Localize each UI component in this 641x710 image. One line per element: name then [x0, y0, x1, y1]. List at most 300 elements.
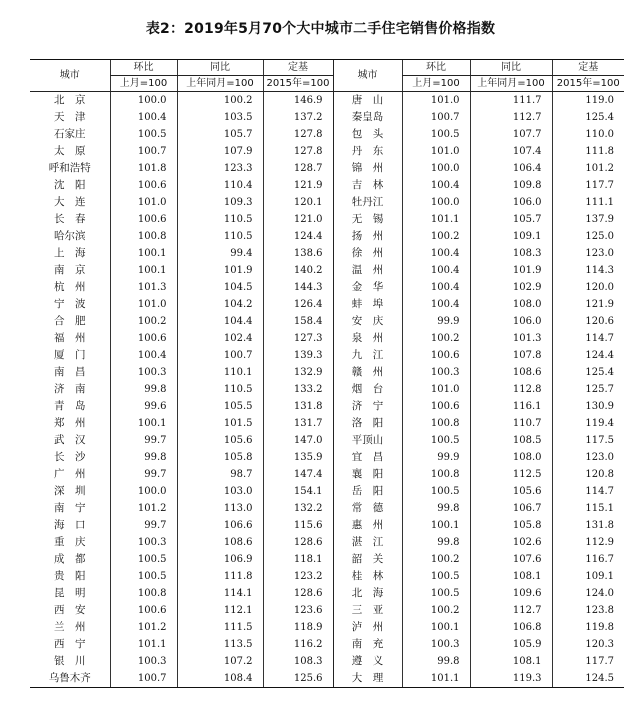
yoy-cell: 107.4 — [470, 143, 552, 160]
city-name-cell: 三 亚 — [333, 602, 402, 619]
city-name-cell: 广 州 — [54, 468, 86, 480]
yoy-cell: 105.7 — [177, 126, 263, 143]
city-name-cell: 大 连 — [54, 196, 86, 208]
city-name-cell: 泸 州 — [333, 619, 402, 636]
header-base-sub-left: 2015年=100 — [263, 76, 333, 92]
mom-cell: 100.5 — [402, 126, 470, 143]
mom-cell: 100.0 — [110, 483, 177, 500]
yoy-cell: 106.7 — [470, 500, 552, 517]
mom-cell: 100.2 — [402, 602, 470, 619]
yoy-cell: 109.8 — [470, 177, 552, 194]
city-name-cell: 蚌 埠 — [333, 296, 402, 313]
base-cell: 112.9 — [552, 534, 624, 551]
yoy-cell: 112.7 — [470, 109, 552, 126]
city-name-cell: 海 口 — [54, 519, 86, 531]
base-cell: 139.3 — [263, 347, 333, 364]
yoy-cell: 109.1 — [470, 228, 552, 245]
table-row — [30, 670, 624, 688]
table-row — [30, 160, 624, 177]
city-name-cell: 济 宁 — [333, 398, 402, 415]
yoy-cell: 110.4 — [177, 177, 263, 194]
city-name-cell: 赣 州 — [333, 364, 402, 381]
base-cell: 132.2 — [263, 500, 333, 517]
header-mom-right: 环比 — [402, 60, 470, 76]
yoy-cell: 105.9 — [470, 636, 552, 653]
base-cell: 131.8 — [263, 398, 333, 415]
city-name-cell: 青 岛 — [54, 400, 86, 412]
yoy-cell: 105.8 — [470, 517, 552, 534]
base-cell: 118.1 — [263, 551, 333, 568]
city-name-cell: 兰 州 — [54, 621, 86, 633]
mom-cell: 100.5 — [402, 585, 470, 602]
city-name-cell: 北 京 — [54, 94, 86, 106]
base-cell: 110.0 — [552, 126, 624, 143]
mom-cell: 99.7 — [110, 432, 177, 449]
yoy-cell: 101.5 — [177, 415, 263, 432]
city-name-cell: 重 庆 — [54, 536, 86, 548]
yoy-cell: 101.9 — [177, 262, 263, 279]
table-row — [30, 194, 624, 211]
mom-cell: 100.6 — [402, 347, 470, 364]
city-name-cell: 锦 州 — [333, 160, 402, 177]
city-name-cell: 武 汉 — [54, 434, 86, 446]
yoy-cell: 105.5 — [177, 398, 263, 415]
yoy-cell: 106.6 — [177, 517, 263, 534]
base-cell: 120.3 — [552, 636, 624, 653]
header-base-sub-right: 2015年=100 — [552, 76, 624, 92]
base-cell: 131.7 — [263, 415, 333, 432]
base-cell: 125.7 — [552, 381, 624, 398]
city-name-cell: 南 昌 — [54, 366, 86, 378]
mom-cell: 100.5 — [402, 432, 470, 449]
yoy-cell: 104.2 — [177, 296, 263, 313]
city-name-cell: 宜 昌 — [333, 449, 402, 466]
mom-cell: 100.8 — [110, 228, 177, 245]
mom-cell: 100.6 — [110, 211, 177, 228]
yoy-cell: 98.7 — [177, 466, 263, 483]
base-cell: 138.6 — [263, 245, 333, 262]
table-row — [30, 432, 624, 449]
city-name-cell: 韶 关 — [333, 551, 402, 568]
base-cell: 114.7 — [552, 330, 624, 347]
base-cell: 133.2 — [263, 381, 333, 398]
city-name-cell: 石家庄 — [54, 128, 86, 140]
base-cell: 124.5 — [552, 670, 624, 688]
base-cell: 147.4 — [263, 466, 333, 483]
table-row — [30, 398, 624, 415]
table-row — [30, 143, 624, 160]
mom-cell: 100.1 — [402, 619, 470, 636]
mom-cell: 99.7 — [110, 517, 177, 534]
city-name-cell: 无 锡 — [333, 211, 402, 228]
table-row — [30, 109, 624, 126]
city-name-cell: 长 沙 — [54, 451, 86, 463]
base-cell: 128.7 — [263, 160, 333, 177]
mom-cell: 101.1 — [402, 670, 470, 688]
base-cell: 128.6 — [263, 585, 333, 602]
yoy-cell: 112.1 — [177, 602, 263, 619]
yoy-cell: 99.4 — [177, 245, 263, 262]
base-cell: 116.2 — [263, 636, 333, 653]
base-cell: 140.2 — [263, 262, 333, 279]
yoy-cell: 100.7 — [177, 347, 263, 364]
mom-cell: 100.4 — [402, 177, 470, 194]
mom-cell: 100.0 — [402, 160, 470, 177]
base-cell: 137.2 — [263, 109, 333, 126]
table-row — [30, 602, 624, 619]
header-yoy-sub-left: 上年同月=100 — [177, 76, 263, 92]
yoy-cell: 110.5 — [177, 228, 263, 245]
yoy-cell: 110.5 — [177, 381, 263, 398]
base-cell: 117.5 — [552, 432, 624, 449]
city-name-cell: 厦 门 — [54, 349, 86, 361]
yoy-cell: 108.6 — [470, 364, 552, 381]
table-row — [30, 534, 624, 551]
mom-cell: 101.2 — [110, 500, 177, 517]
table-row — [30, 449, 624, 466]
yoy-cell: 102.4 — [177, 330, 263, 347]
mom-cell: 100.3 — [110, 364, 177, 381]
yoy-cell: 105.6 — [177, 432, 263, 449]
mom-cell: 100.4 — [402, 262, 470, 279]
base-cell: 120.1 — [263, 194, 333, 211]
base-cell: 123.8 — [552, 602, 624, 619]
yoy-cell: 105.6 — [470, 483, 552, 500]
header-city-right: 城市 — [333, 60, 402, 92]
city-name-cell: 泉 州 — [333, 330, 402, 347]
yoy-cell: 105.8 — [177, 449, 263, 466]
mom-cell: 99.7 — [110, 466, 177, 483]
city-name-cell: 牡丹江 — [333, 194, 402, 211]
mom-cell: 100.7 — [110, 143, 177, 160]
mom-cell: 100.7 — [110, 670, 177, 688]
yoy-cell: 108.0 — [470, 296, 552, 313]
mom-cell: 100.8 — [110, 585, 177, 602]
city-name-cell: 深 圳 — [54, 485, 86, 497]
base-cell: 116.7 — [552, 551, 624, 568]
table-row — [30, 415, 624, 432]
table-row — [30, 585, 624, 602]
table-row — [30, 568, 624, 585]
mom-cell: 100.1 — [110, 262, 177, 279]
yoy-cell: 101.3 — [470, 330, 552, 347]
city-name-cell: 常 德 — [333, 500, 402, 517]
yoy-cell: 112.5 — [470, 466, 552, 483]
mom-cell: 99.8 — [402, 534, 470, 551]
city-name-cell: 贵 阳 — [54, 570, 86, 582]
table-header — [30, 60, 624, 92]
yoy-cell: 113.5 — [177, 636, 263, 653]
base-cell: 158.4 — [263, 313, 333, 330]
base-cell: 124.0 — [552, 585, 624, 602]
mom-cell: 100.5 — [402, 568, 470, 585]
table-row — [30, 466, 624, 483]
header-yoy-sub-right: 上年同月=100 — [470, 76, 552, 92]
base-cell: 124.4 — [552, 347, 624, 364]
yoy-cell: 116.1 — [470, 398, 552, 415]
mom-cell: 99.8 — [402, 653, 470, 670]
city-name-cell: 襄 阳 — [333, 466, 402, 483]
yoy-cell: 100.2 — [177, 92, 263, 110]
city-name-cell: 洛 阳 — [333, 415, 402, 432]
base-cell: 101.2 — [552, 160, 624, 177]
table-body — [30, 92, 624, 688]
yoy-cell: 104.4 — [177, 313, 263, 330]
city-name-cell: 哈尔滨 — [54, 230, 86, 242]
mom-cell: 100.2 — [402, 551, 470, 568]
yoy-cell: 107.2 — [177, 653, 263, 670]
yoy-cell: 103.0 — [177, 483, 263, 500]
mom-cell: 99.8 — [110, 381, 177, 398]
mom-cell: 100.1 — [110, 415, 177, 432]
yoy-cell: 110.1 — [177, 364, 263, 381]
mom-cell: 100.4 — [402, 279, 470, 296]
city-name-cell: 合 肥 — [54, 315, 86, 327]
table-row — [30, 296, 624, 313]
yoy-cell: 108.1 — [470, 653, 552, 670]
yoy-cell: 119.3 — [470, 670, 552, 688]
base-cell: 154.1 — [263, 483, 333, 500]
yoy-cell: 109.6 — [470, 585, 552, 602]
table-row — [30, 245, 624, 262]
city-name-cell: 平顶山 — [333, 432, 402, 449]
yoy-cell: 108.6 — [177, 534, 263, 551]
mom-cell: 99.9 — [402, 449, 470, 466]
yoy-cell: 108.3 — [470, 245, 552, 262]
city-name-cell: 济 南 — [54, 383, 86, 395]
mom-cell: 100.3 — [110, 653, 177, 670]
table-row — [30, 313, 624, 330]
yoy-cell: 108.4 — [177, 670, 263, 688]
mom-cell: 100.6 — [402, 398, 470, 415]
header-mom-left: 环比 — [110, 60, 177, 76]
header-city-left: 城市 — [30, 60, 110, 92]
mom-cell: 99.9 — [402, 313, 470, 330]
city-name-cell: 九 江 — [333, 347, 402, 364]
mom-cell: 101.0 — [402, 143, 470, 160]
city-name-cell: 西 宁 — [54, 638, 86, 650]
mom-cell: 101.1 — [402, 211, 470, 228]
base-cell: 127.8 — [263, 126, 333, 143]
city-name-cell: 唐 山 — [333, 92, 402, 110]
base-cell: 114.7 — [552, 483, 624, 500]
yoy-cell: 110.7 — [470, 415, 552, 432]
city-name-cell: 南 京 — [54, 264, 86, 276]
base-cell: 119.0 — [552, 92, 624, 110]
mom-cell: 101.0 — [402, 92, 470, 110]
yoy-cell: 107.6 — [470, 551, 552, 568]
city-name-cell: 安 庆 — [333, 313, 402, 330]
city-name-cell: 西 安 — [54, 604, 86, 616]
table-row — [30, 636, 624, 653]
mom-cell: 100.8 — [402, 466, 470, 483]
yoy-cell: 106.4 — [470, 160, 552, 177]
mom-cell: 100.0 — [110, 92, 177, 110]
city-name-cell: 大 理 — [333, 670, 402, 688]
city-name-cell: 沈 阳 — [54, 179, 86, 191]
base-cell: 128.6 — [263, 534, 333, 551]
table-row — [30, 500, 624, 517]
base-cell: 121.9 — [263, 177, 333, 194]
mom-cell: 101.0 — [110, 194, 177, 211]
base-cell: 127.3 — [263, 330, 333, 347]
base-cell: 117.7 — [552, 653, 624, 670]
mom-cell: 100.8 — [402, 415, 470, 432]
base-cell: 118.9 — [263, 619, 333, 636]
table-row — [30, 126, 624, 143]
table-row — [30, 517, 624, 534]
base-cell: 109.1 — [552, 568, 624, 585]
yoy-cell: 111.7 — [470, 92, 552, 110]
table-row — [30, 347, 624, 364]
mom-cell: 101.0 — [110, 296, 177, 313]
base-cell: 120.6 — [552, 313, 624, 330]
mom-cell: 100.5 — [110, 568, 177, 585]
city-name-cell: 岳 阳 — [333, 483, 402, 500]
base-cell: 144.3 — [263, 279, 333, 296]
base-cell: 146.9 — [263, 92, 333, 110]
table-row — [30, 551, 624, 568]
base-cell: 126.4 — [263, 296, 333, 313]
table-row — [30, 177, 624, 194]
yoy-cell: 108.5 — [470, 432, 552, 449]
mom-cell: 100.3 — [402, 364, 470, 381]
base-cell: 117.7 — [552, 177, 624, 194]
yoy-cell: 107.8 — [470, 347, 552, 364]
table-row — [30, 619, 624, 636]
table-row — [30, 364, 624, 381]
price-index-table — [30, 59, 624, 688]
yoy-cell: 111.5 — [177, 619, 263, 636]
table-row — [30, 262, 624, 279]
header-yoy-left: 同比 — [177, 60, 263, 76]
yoy-cell: 112.7 — [470, 602, 552, 619]
yoy-cell: 106.0 — [470, 313, 552, 330]
base-cell: 115.1 — [552, 500, 624, 517]
mom-cell: 100.1 — [402, 517, 470, 534]
header-mom-sub-right: 上月=100 — [402, 76, 470, 92]
base-cell: 125.4 — [552, 364, 624, 381]
mom-cell: 100.6 — [110, 330, 177, 347]
table-row — [30, 211, 624, 228]
base-cell: 127.8 — [263, 143, 333, 160]
base-cell: 123.6 — [263, 602, 333, 619]
base-cell: 111.8 — [552, 143, 624, 160]
mom-cell: 100.4 — [110, 347, 177, 364]
yoy-cell: 108.0 — [470, 449, 552, 466]
base-cell: 123.2 — [263, 568, 333, 585]
city-name-cell: 湛 江 — [333, 534, 402, 551]
yoy-cell: 101.9 — [470, 262, 552, 279]
header-base-right: 定基 — [552, 60, 624, 76]
city-name-cell: 桂 林 — [333, 568, 402, 585]
table-row — [30, 228, 624, 245]
base-cell: 124.4 — [263, 228, 333, 245]
mom-cell: 100.3 — [402, 636, 470, 653]
city-name-cell: 呼和浩特 — [48, 162, 91, 174]
yoy-cell: 108.1 — [470, 568, 552, 585]
base-cell: 123.0 — [552, 449, 624, 466]
city-name-cell: 郑 州 — [54, 417, 86, 429]
base-cell: 108.3 — [263, 653, 333, 670]
mom-cell: 99.8 — [402, 500, 470, 517]
page-title: 表2：2019年5月70个大中城市二手住宅销售价格指数 — [145, 21, 496, 37]
city-name-cell: 杭 州 — [54, 281, 86, 293]
header-mom-sub-left: 上月=100 — [110, 76, 177, 92]
city-name-cell: 秦皇岛 — [333, 109, 402, 126]
mom-cell: 101.1 — [110, 636, 177, 653]
mom-cell: 99.6 — [110, 398, 177, 415]
yoy-cell: 107.7 — [470, 126, 552, 143]
mom-cell: 100.1 — [110, 245, 177, 262]
base-cell: 131.8 — [552, 517, 624, 534]
yoy-cell: 123.3 — [177, 160, 263, 177]
yoy-cell: 106.0 — [470, 194, 552, 211]
base-cell: 125.4 — [552, 109, 624, 126]
city-name-cell: 扬 州 — [333, 228, 402, 245]
mom-cell: 100.2 — [402, 228, 470, 245]
mom-cell: 100.6 — [110, 177, 177, 194]
city-name-cell: 乌鲁木齐 — [30, 670, 110, 688]
header-base-left: 定基 — [263, 60, 333, 76]
city-name-cell: 北 海 — [333, 585, 402, 602]
mom-cell: 100.5 — [110, 551, 177, 568]
city-name-cell: 昆 明 — [54, 587, 86, 599]
mom-cell: 100.6 — [110, 602, 177, 619]
city-name-cell: 徐 州 — [333, 245, 402, 262]
yoy-cell: 102.6 — [470, 534, 552, 551]
city-name-cell: 金 华 — [333, 279, 402, 296]
city-name-cell: 南 宁 — [54, 502, 86, 514]
city-name-cell: 天 津 — [54, 111, 86, 123]
yoy-cell: 109.3 — [177, 194, 263, 211]
city-name-cell: 南 充 — [333, 636, 402, 653]
table-row — [30, 92, 624, 110]
city-name-cell: 惠 州 — [333, 517, 402, 534]
mom-cell: 100.7 — [402, 109, 470, 126]
yoy-cell: 111.8 — [177, 568, 263, 585]
yoy-cell: 103.5 — [177, 109, 263, 126]
yoy-cell: 113.0 — [177, 500, 263, 517]
base-cell: 132.9 — [263, 364, 333, 381]
base-cell: 119.4 — [552, 415, 624, 432]
yoy-cell: 107.9 — [177, 143, 263, 160]
mom-cell: 100.4 — [110, 109, 177, 126]
city-name-cell: 福 州 — [54, 332, 86, 344]
base-cell: 121.0 — [263, 211, 333, 228]
mom-cell: 101.8 — [110, 160, 177, 177]
base-cell: 120.0 — [552, 279, 624, 296]
yoy-cell: 110.5 — [177, 211, 263, 228]
mom-cell: 100.3 — [110, 534, 177, 551]
city-name-cell: 上 海 — [54, 247, 86, 259]
base-cell: 114.3 — [552, 262, 624, 279]
yoy-cell: 105.7 — [470, 211, 552, 228]
city-name-cell: 温 州 — [333, 262, 402, 279]
table-row — [30, 653, 624, 670]
yoy-cell: 112.8 — [470, 381, 552, 398]
city-name-cell: 成 都 — [54, 553, 86, 565]
base-cell: 137.9 — [552, 211, 624, 228]
base-cell: 121.9 — [552, 296, 624, 313]
city-name-cell: 长 春 — [54, 213, 86, 225]
mom-cell: 101.2 — [110, 619, 177, 636]
city-name-cell: 丹 东 — [333, 143, 402, 160]
mom-cell: 100.0 — [402, 194, 470, 211]
city-name-cell: 吉 林 — [333, 177, 402, 194]
base-cell: 135.9 — [263, 449, 333, 466]
mom-cell: 101.3 — [110, 279, 177, 296]
